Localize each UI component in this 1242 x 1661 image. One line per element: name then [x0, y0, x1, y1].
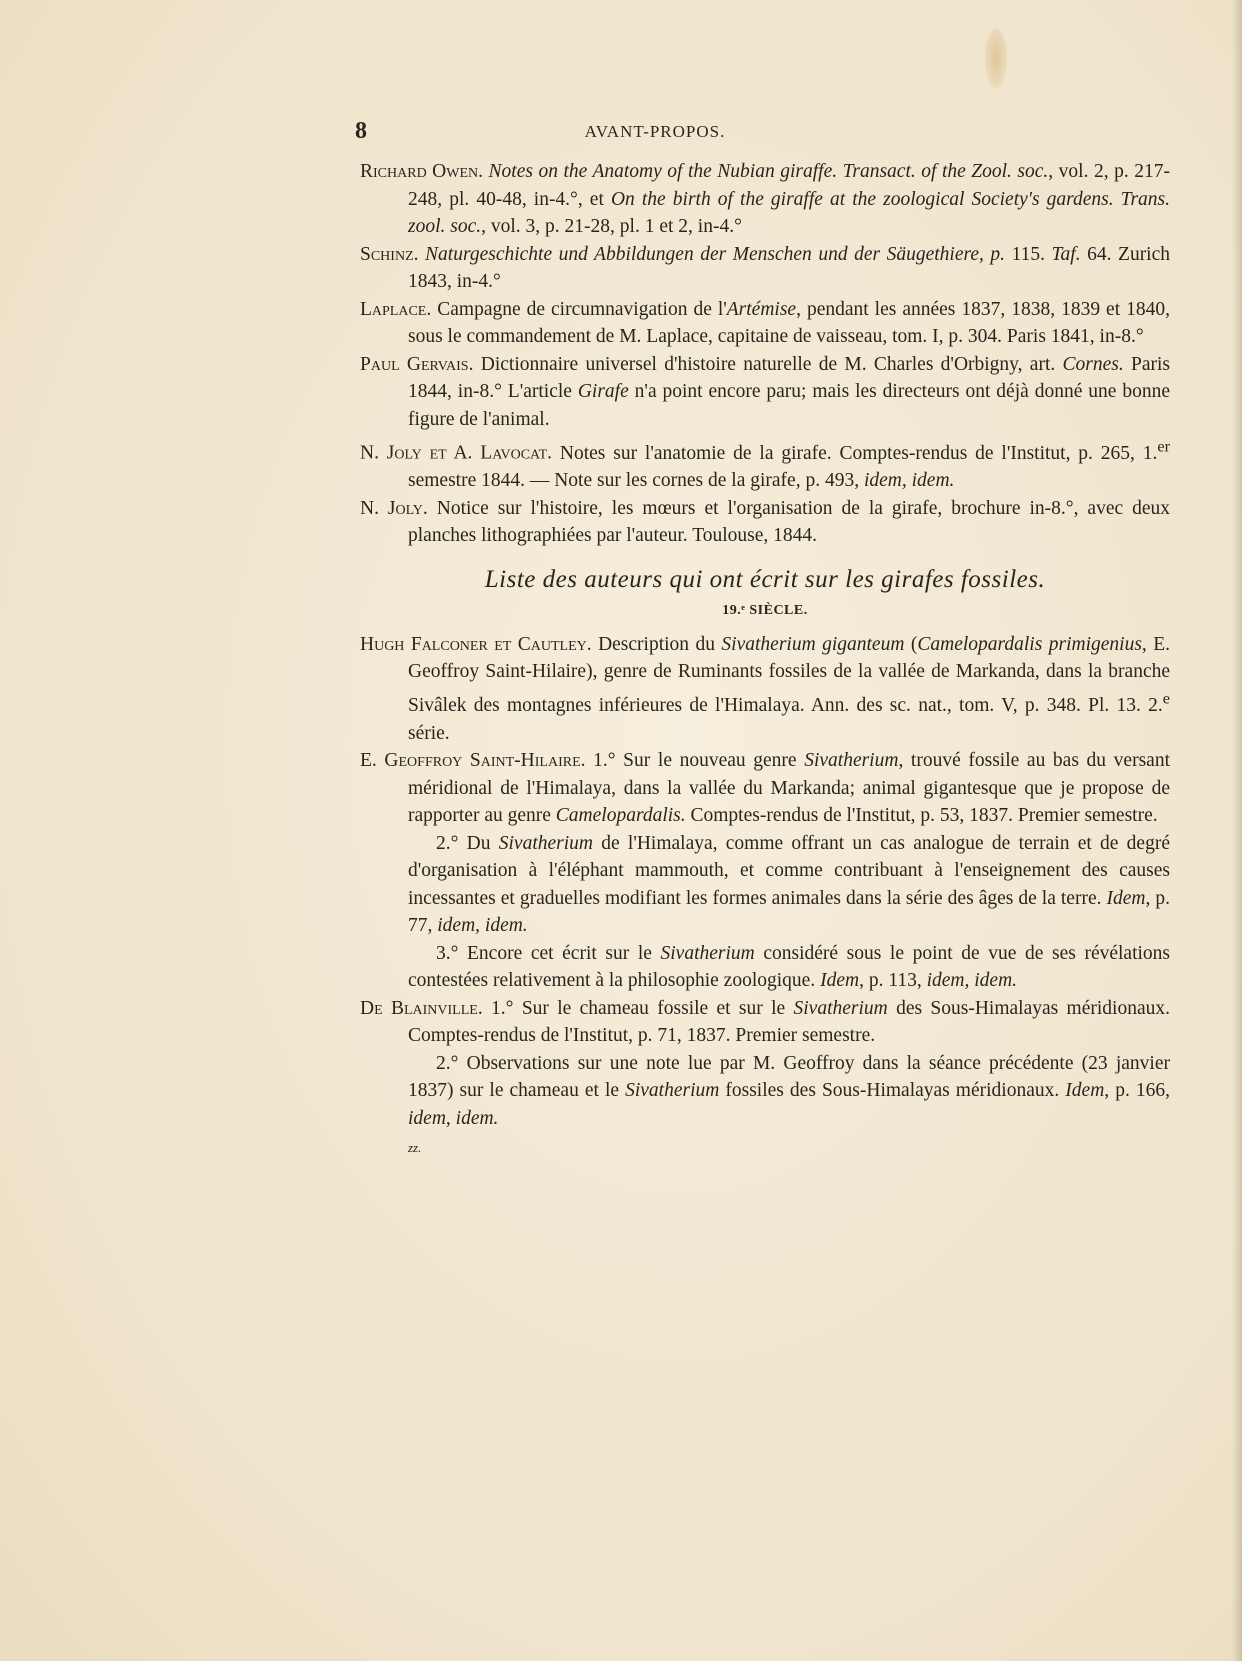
entry-continuation: 3.° Encore cet écrit sur le Sivatherium considéré sous le point de vue de ses révélations contestées relativement à la philosophie zoologique. Idem, p. 113, idem, idem.	[408, 942, 1170, 991]
entry-author: Hugh Falconer et Cautley.	[360, 633, 592, 655]
bibliography-entry	[360, 495, 1170, 550]
entry-author: Schinz.	[360, 243, 419, 265]
entry-text: Notes on the Anatomy of the Nubian giraffe. Transact. of the Zool. soc., vol. 2, p. 217-248, pl. 40-48, in-4.°, et On the birth of the giraffe at the zoological Society's gardens. Trans. zool. soc., vol. 3, p. 21-28, pl. 1 et 2, in-4.°	[408, 161, 1170, 237]
entry-continuation: 2.° Observations sur une note lue par M. Geoffroy dans la séance précédente (23 janvier 1837) sur le chameau et le Sivatherium fossiles des Sous-Himalayas méridionaux. Idem, p. 166, idem, idem.	[408, 1052, 1170, 1129]
bibliography-entry	[360, 747, 1170, 995]
entry-text: Campagne de circumnavigation de l'Artémise, pendant les années 1837, 1838, 1839 et 1840, sous le commandement de M. Laplace, capitaine de vaisseau, tom. I, p. 304. Paris 1841, in-8.°	[408, 298, 1170, 347]
page-number: 8	[355, 118, 367, 144]
bibliography-entry	[360, 995, 1170, 1133]
entry-text: 1.° Sur le nouveau genre Sivatherium, trouvé fossile au bas du versant méridional de l'Himalaya, dans la vallée du Markanda; animal gigantesque que je propose de rapporter au genre Camelopardalis. Comptes-rendus de l'Institut, p. 53, 1837. Premier semestre.	[408, 750, 1170, 826]
bibliography-entry	[360, 158, 1170, 241]
entry-author: Laplace.	[360, 298, 432, 320]
page-body	[360, 158, 1170, 1162]
section-title: Liste des auteurs qui ont écrit sur les girafes fossiles.	[484, 565, 1046, 593]
entry-author: N. Joly et A. Lavocat.	[360, 442, 553, 464]
bibliography-entry	[360, 296, 1170, 351]
entry-text: 1.° Sur le chameau fossile et sur le Sivatherium des Sous-Himalayas méridionaux. Comptes-rendus de l'Institut, p. 71, 1837. Premier semestre.	[408, 997, 1170, 1046]
entry-author: N. Joly.	[360, 497, 428, 519]
entry-text: Notice sur l'histoire, les mœurs et l'organisation de la girafe, brochure in-8.°, avec deux planches lithographiées par l'auteur. Toulouse, 1844.	[408, 497, 1171, 546]
bibliography-entry	[360, 433, 1170, 495]
entry-author: Richard Owen.	[360, 161, 484, 182]
century-heading: 19.ᵉ SIÈCLE.	[722, 603, 808, 618]
entry-continuation: 2.° Du Sivatherium de l'Himalaya, comme offrant un cas analogue de terrain et de degré d'organisation à l'éléphant mammouth, et comme contribuant à l'enseignement des causes incessantes et graduelles modifiant les formes animales dans la série des âges de la terre. Idem, p. 77, idem, idem.	[408, 832, 1171, 936]
bibliography-entry	[360, 351, 1170, 434]
bibliography-entry	[360, 631, 1170, 748]
entry-text: Description du Sivatherium giganteum (Camelopardalis primigenius, E. Geoffroy Saint-Hilaire), genre de Ruminants fossiles de la vallée de Markanda, dans la branche Sivâlek des montagnes inférieures de l'Himalaya. Ann. des sc. nat., tom. V, p. 348. Pl. 13. 2.$^e$ série.	[408, 633, 1171, 744]
entry-author: De Blainville.	[360, 997, 483, 1019]
entry-author: E. Geoffroy Saint-Hilaire.	[360, 750, 586, 771]
ink-blot	[985, 28, 1007, 88]
entry-text: Notes sur l'anatomie de la girafe. Comptes-rendus de l'Institut, p. 265, 1.$^{er}$ semestre 1844. — Note sur les cornes de la girafe, p. 493, idem, idem.	[408, 437, 1170, 491]
bibliography-list-fossil	[360, 631, 1170, 1133]
signature-mark: zz.	[408, 1140, 422, 1155]
entry-text: Naturgeschichte und Abbildungen der Menschen und der Säugethiere, p. 115. Taf. 64. Zurich 1843, in-4.°	[408, 243, 1171, 292]
bibliography-entry	[360, 241, 1170, 296]
entry-text: Dictionnaire universel d'histoire naturelle de M. Charles d'Orbigny, art. Cornes. Paris 1844, in-8.° L'article Girafe n'a point encore paru; mais les directeurs ont déjà donné une bonne figure de l'animal.	[408, 353, 1170, 430]
page-header	[355, 118, 915, 148]
entry-author: Paul Gervais.	[360, 353, 474, 375]
running-title: AVANT-PROPOS.	[584, 122, 726, 141]
page-edge-shadow	[1232, 0, 1242, 1661]
bibliography-list-living	[360, 158, 1170, 550]
